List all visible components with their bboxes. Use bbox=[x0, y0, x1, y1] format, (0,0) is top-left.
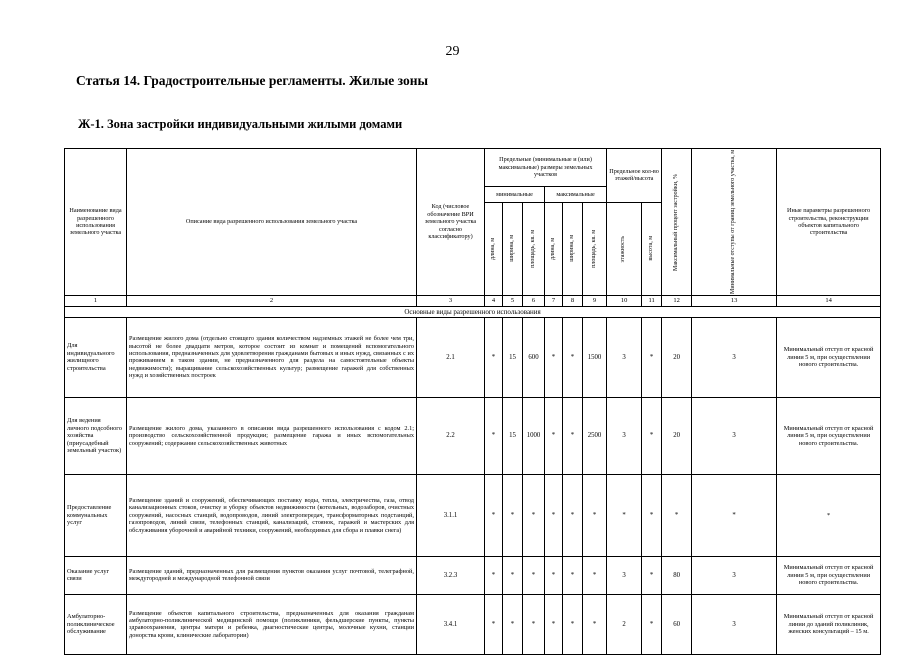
row-notes: Минимальный отступ от красной линии до зданий поликлиник, женских консультаций – 15 м. bbox=[777, 594, 881, 654]
row-min-area: * bbox=[523, 474, 545, 556]
row-max-area: * bbox=[583, 556, 607, 594]
header-max-length: длина, м bbox=[545, 202, 563, 295]
zone-title: Ж-1. Зона застройки индивидуальными жилыми домами bbox=[78, 117, 403, 131]
row-code: 3.4.1 bbox=[417, 594, 485, 654]
row-coverage: 20 bbox=[662, 397, 692, 474]
row-height: * bbox=[642, 594, 662, 654]
row-coverage: 20 bbox=[662, 317, 692, 397]
row-min-width: 15 bbox=[503, 397, 523, 474]
row-max-width: * bbox=[563, 556, 583, 594]
row-min-length: * bbox=[485, 594, 503, 654]
row-max-width: * bbox=[563, 397, 583, 474]
header-name: Наименование вида разрешенного использования земельного участка bbox=[65, 149, 127, 296]
row-notes: Минимальный отступ от красной линии 5 м, при осуществлении нового строительства. bbox=[777, 317, 881, 397]
row-min-area: * bbox=[523, 556, 545, 594]
row-min-area: 1000 bbox=[523, 397, 545, 474]
section-title: Основные виды разрешенного использования bbox=[65, 306, 881, 317]
header-coverage: Максимальный процент застройки, % bbox=[662, 149, 692, 296]
table-row bbox=[65, 474, 881, 556]
row-max-length: * bbox=[545, 397, 563, 474]
row-name: Для индивидуального жилищного строительства bbox=[65, 317, 127, 397]
page-number: 29 bbox=[445, 44, 460, 59]
header-sizes: Предельные (минимальные и (или) максимальные) размеры земельных участков bbox=[485, 149, 607, 187]
row-max-width: * bbox=[563, 474, 583, 556]
header-min-area: площадь, кв. м bbox=[523, 202, 545, 295]
row-name: Оказание услуг связи bbox=[65, 556, 127, 594]
row-code: 2.2 bbox=[417, 397, 485, 474]
table-row bbox=[65, 556, 881, 594]
row-height: * bbox=[642, 474, 662, 556]
header-max-width: ширина, м bbox=[563, 202, 583, 295]
row-description: Размещение зданий и сооружений, обеспечивающих поставку воды, тепла, электричества, газа, отвод канализационных стоков, очистку и уборку объектов недвижимости (котельных, водозаборов, очистных сооружений, насосных станций, водопроводов, линий электропередач, трансформаторных подстанций, газопроводов, линий связи, телефонных станций, канализаций, стоянок, гаражей и мастерских для обслуживания уборочной и аварийной техники, сооружений, необходимых для сбора и плавки снега) bbox=[127, 474, 417, 556]
row-coverage: 60 bbox=[662, 594, 692, 654]
table-row bbox=[65, 317, 881, 397]
row-setback: 3 bbox=[692, 594, 777, 654]
header-max: максимальные bbox=[545, 186, 607, 202]
column-number: 7 bbox=[545, 295, 563, 306]
row-storeys: * bbox=[607, 474, 642, 556]
row-max-area: 2500 bbox=[583, 397, 607, 474]
row-setback: 3 bbox=[692, 317, 777, 397]
row-coverage: 80 bbox=[662, 556, 692, 594]
header-max-area: площадь, кв. м bbox=[583, 202, 607, 295]
column-number: 11 bbox=[642, 295, 662, 306]
header-description: Описание вида разрешенного использования земельного участка bbox=[127, 149, 417, 296]
row-name: Предоставление коммунальных услуг bbox=[65, 474, 127, 556]
table-row bbox=[65, 397, 881, 474]
section-row bbox=[65, 306, 881, 317]
column-number: 13 bbox=[692, 295, 777, 306]
row-description: Размещение объектов капитального строительства, предназначенных для оказания гражданам амбулаторно-поликлинической медицинской помощи (поликлиники, фельдшерские пункты, пункты здравоохранения, центры матери и ребенка, диагностические центры, молочные кухни, станции донорства крови, клинические лаборатории) bbox=[127, 594, 417, 654]
row-notes: Минимальный отступ от красной линии 5 м, при осуществлении нового строительства. bbox=[777, 556, 881, 594]
row-min-area: 600 bbox=[523, 317, 545, 397]
row-code: 2.1 bbox=[417, 317, 485, 397]
row-min-length: * bbox=[485, 317, 503, 397]
row-storeys: 3 bbox=[607, 556, 642, 594]
row-setback: 3 bbox=[692, 556, 777, 594]
column-number: 4 bbox=[485, 295, 503, 306]
header-height: высота, м bbox=[642, 202, 662, 295]
row-code: 3.2.3 bbox=[417, 556, 485, 594]
header-other: Иные параметры разрешенного строительства, реконструкции объектов капитального строительства bbox=[777, 149, 881, 296]
table-row bbox=[65, 594, 881, 654]
header-min-width: ширина, м bbox=[503, 202, 523, 295]
row-storeys: 3 bbox=[607, 397, 642, 474]
row-setback: 3 bbox=[692, 397, 777, 474]
row-description: Размещение зданий, предназначенных для размещения пунктов оказания услуг почтовой, телеграфной, междугородней и международной телефонной связи bbox=[127, 556, 417, 594]
row-min-length: * bbox=[485, 556, 503, 594]
row-max-length: * bbox=[545, 317, 563, 397]
column-number: 8 bbox=[563, 295, 583, 306]
row-max-length: * bbox=[545, 594, 563, 654]
row-max-width: * bbox=[563, 594, 583, 654]
row-coverage: * bbox=[662, 474, 692, 556]
row-storeys: 3 bbox=[607, 317, 642, 397]
row-height: * bbox=[642, 317, 662, 397]
row-name: Для ведения личного подсобного хозяйства (приусадебный земельный участок) bbox=[65, 397, 127, 474]
row-notes: Минимальный отступ от красной линии 5 м, при осуществлении нового строительства. bbox=[777, 397, 881, 474]
header-storeys: этажность bbox=[607, 202, 642, 295]
header-code: Код (числовое обозначение ВРИ земельного участка согласно классификатору) bbox=[417, 149, 485, 296]
row-description: Размещение жилого дома, указанного в описании вида разрешенного использования с кодом 2.1; производство сельскохозяйственной продукции; размещение гаража и иных вспомогательных сооружений; содержание сельскохозяйственных животных bbox=[127, 397, 417, 474]
column-number: 12 bbox=[662, 295, 692, 306]
column-number: 2 bbox=[127, 295, 417, 306]
header-floors: Предельное кол-во этажей/высота bbox=[607, 149, 662, 203]
header-min: минимальные bbox=[485, 186, 545, 202]
row-max-area: * bbox=[583, 594, 607, 654]
row-code: 3.1.1 bbox=[417, 474, 485, 556]
row-height: * bbox=[642, 397, 662, 474]
column-number: 5 bbox=[503, 295, 523, 306]
column-number: 14 bbox=[777, 295, 881, 306]
row-description: Размещение жилого дома (отдельно стоящего здания количеством надземных этажей не более чем три, высотой не более двадцати метров, которое состоит из комнат и помещений вспомогательного использования, предназначенных для удовлетворения гражданами бытовых и иных нужд, связанных с их проживанием в таком здании, не предназначенного для раздела на самостоятельные объекты недвижимости); выращивание сельскохозяйственных культур; размещение гаражей для собственных нужд и хозяйственных построек bbox=[127, 317, 417, 397]
row-setback: * bbox=[692, 474, 777, 556]
row-min-width: * bbox=[503, 556, 523, 594]
regulations-table bbox=[64, 148, 881, 655]
row-max-length: * bbox=[545, 474, 563, 556]
column-number: 9 bbox=[583, 295, 607, 306]
row-min-width: * bbox=[503, 594, 523, 654]
row-name: Амбулаторно-поликлиническое обслуживание bbox=[65, 594, 127, 654]
column-numbers-row bbox=[65, 295, 881, 306]
row-min-length: * bbox=[485, 474, 503, 556]
column-number: 3 bbox=[417, 295, 485, 306]
row-max-area: 1500 bbox=[583, 317, 607, 397]
article-title: Статья 14. Градостроительные регламенты. Жилые зоны bbox=[76, 73, 429, 88]
row-notes: * bbox=[777, 474, 881, 556]
row-min-area: * bbox=[523, 594, 545, 654]
row-max-length: * bbox=[545, 556, 563, 594]
column-number: 1 bbox=[65, 295, 127, 306]
header-setback: Минимальные отступы от границ земельного участка, м bbox=[692, 149, 777, 296]
header-min-length: длина, м bbox=[485, 202, 503, 295]
row-min-width: * bbox=[503, 474, 523, 556]
row-max-width: * bbox=[563, 317, 583, 397]
row-height: * bbox=[642, 556, 662, 594]
row-min-length: * bbox=[485, 397, 503, 474]
column-number: 10 bbox=[607, 295, 642, 306]
header-row-1 bbox=[65, 149, 881, 187]
row-max-area: * bbox=[583, 474, 607, 556]
row-storeys: 2 bbox=[607, 594, 642, 654]
row-min-width: 15 bbox=[503, 317, 523, 397]
column-number: 6 bbox=[523, 295, 545, 306]
